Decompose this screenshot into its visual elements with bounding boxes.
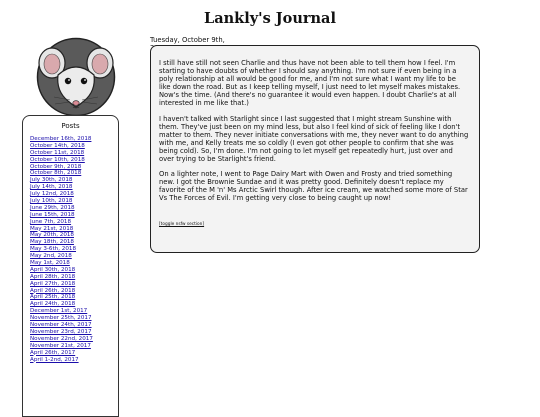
list-item xyxy=(30,357,118,364)
journal-entry xyxy=(150,45,480,253)
list-item xyxy=(30,191,118,198)
list-item xyxy=(30,253,118,260)
post-link[interactable]: May 18th, 2018 xyxy=(30,239,74,246)
post-link[interactable]: May 1st, 2018 xyxy=(30,260,70,267)
list-item xyxy=(30,315,118,322)
post-link[interactable]: November 22nd, 2017 xyxy=(30,335,93,342)
list-item xyxy=(30,157,118,164)
list-item xyxy=(30,205,118,212)
post-link[interactable]: April 25th, 2018 xyxy=(30,294,76,301)
post-link[interactable]: November 23rd, 2017 xyxy=(30,328,92,335)
post-link[interactable]: May 3-6th, 2018 xyxy=(30,246,77,253)
list-item xyxy=(30,177,118,184)
post-link[interactable]: June 29th, 2018 xyxy=(30,204,75,211)
post-link[interactable]: November 21st, 2017 xyxy=(30,342,91,349)
list-item xyxy=(30,136,118,143)
list-item xyxy=(30,260,118,267)
list-item xyxy=(30,239,118,246)
post-link[interactable]: July 10th, 2018 xyxy=(30,198,73,205)
post-link[interactable]: April 27th, 2018 xyxy=(30,280,76,287)
post-link[interactable]: October 10th, 2018 xyxy=(30,156,85,163)
post-list xyxy=(23,136,118,363)
post-link[interactable]: April 28th, 2018 xyxy=(30,273,76,280)
list-item xyxy=(30,150,118,157)
post-link[interactable]: April 1-2nd, 2017 xyxy=(30,356,79,363)
post-link[interactable]: July 14th, 2018 xyxy=(30,184,73,191)
list-item xyxy=(30,343,118,350)
entry-paragraph: I haven't talked with Starlight since I last suggested that I might stream Sunshine with them. They've just been on my mind less, but also I feel kind of sick of feeling like I don't matter to them. They never initiate conversations with me, they never want to do anything with me, and Kelly treats me so coldly (I even got other people to confirm that she was being cold). So, I'm done. I'm not going to let myself get repeatedly hurt, just over and over trying to be Starlight's friend. xyxy=(159,114,469,164)
list-item xyxy=(30,170,118,177)
entry-paragraph: On a lighter note, I went to Page Dairy Mart with Owen and Frosty and tried something new. I got the Brownie Sundae and it was pretty good. Definitely doesn't replace my favorite of the M 'n' Ms Arctic Swirl though. After ice cream, we watched some more of Star Vs The Forces of Evil. I'm getting very close to being caught up now! xyxy=(159,170,468,203)
site-title: Lankly's Journal xyxy=(204,10,336,27)
post-link[interactable]: December 16th, 2018 xyxy=(30,136,92,142)
posts-heading: Posts xyxy=(61,122,80,130)
post-link[interactable]: October 14th, 2018 xyxy=(30,142,85,149)
list-item xyxy=(30,219,118,226)
post-link[interactable]: October 11st, 2018 xyxy=(30,149,85,156)
list-item xyxy=(30,274,118,281)
list-item xyxy=(30,301,118,308)
list-item xyxy=(30,336,118,343)
list-item xyxy=(30,164,118,171)
list-item xyxy=(30,329,118,336)
posts-sidebar xyxy=(22,115,119,417)
entry-paragraph: I still have still not seen Charlie and thus have not been able to tell them how I feel. I'm starting to have doubts of whether I should say anything. I'm not sure if even being in a poly relationship at all would be good for me, and I'm not sure what I want my life to be like down the road. But as I keep telling myself, I just need to let myself makes mistakes. Now's the time. (And there's no guarantee it would even happen. I doubt Charlie's at all interested in me like that.) xyxy=(159,59,461,108)
list-item xyxy=(30,184,118,191)
post-link[interactable]: November 24th, 2017 xyxy=(30,322,92,329)
post-link[interactable]: May 2nd, 2018 xyxy=(30,253,72,260)
rat-face-icon xyxy=(36,37,116,117)
list-item xyxy=(30,281,118,288)
list-item xyxy=(30,322,118,329)
post-link[interactable]: July 12nd, 2018 xyxy=(30,191,74,198)
post-link[interactable]: October 9th, 2018 xyxy=(30,163,82,170)
list-item xyxy=(30,246,118,253)
list-item xyxy=(30,288,118,295)
post-link[interactable]: April 26th, 2017 xyxy=(30,349,76,356)
post-link[interactable]: April 26th, 2018 xyxy=(30,287,76,294)
list-item xyxy=(30,198,118,205)
post-link[interactable]: April 24th, 2018 xyxy=(30,301,76,308)
post-link[interactable]: December 1st, 2017 xyxy=(30,308,88,315)
list-item xyxy=(30,143,118,150)
post-link[interactable]: October 8th, 2018 xyxy=(30,170,82,177)
post-link[interactable]: May 21st, 2018 xyxy=(30,225,74,232)
post-link[interactable]: May 20th, 2018 xyxy=(30,232,74,239)
entry-date: Tuesday, October 9th, xyxy=(150,36,243,54)
list-item xyxy=(30,350,118,357)
list-item xyxy=(30,294,118,301)
post-link[interactable]: June 7th, 2018 xyxy=(30,218,72,225)
toggle-nsfw-link[interactable]: [toggle nsfw section] xyxy=(159,221,205,227)
list-item xyxy=(30,267,118,274)
post-link[interactable]: November 25th, 2017 xyxy=(30,315,92,322)
post-link[interactable]: June 15th, 2018 xyxy=(30,211,75,218)
list-item xyxy=(30,226,118,233)
list-item xyxy=(30,308,118,315)
post-link[interactable]: July 30th, 2018 xyxy=(30,177,73,184)
post-link[interactable]: April 30th, 2018 xyxy=(30,266,76,273)
list-item xyxy=(30,232,118,239)
list-item xyxy=(30,212,118,219)
